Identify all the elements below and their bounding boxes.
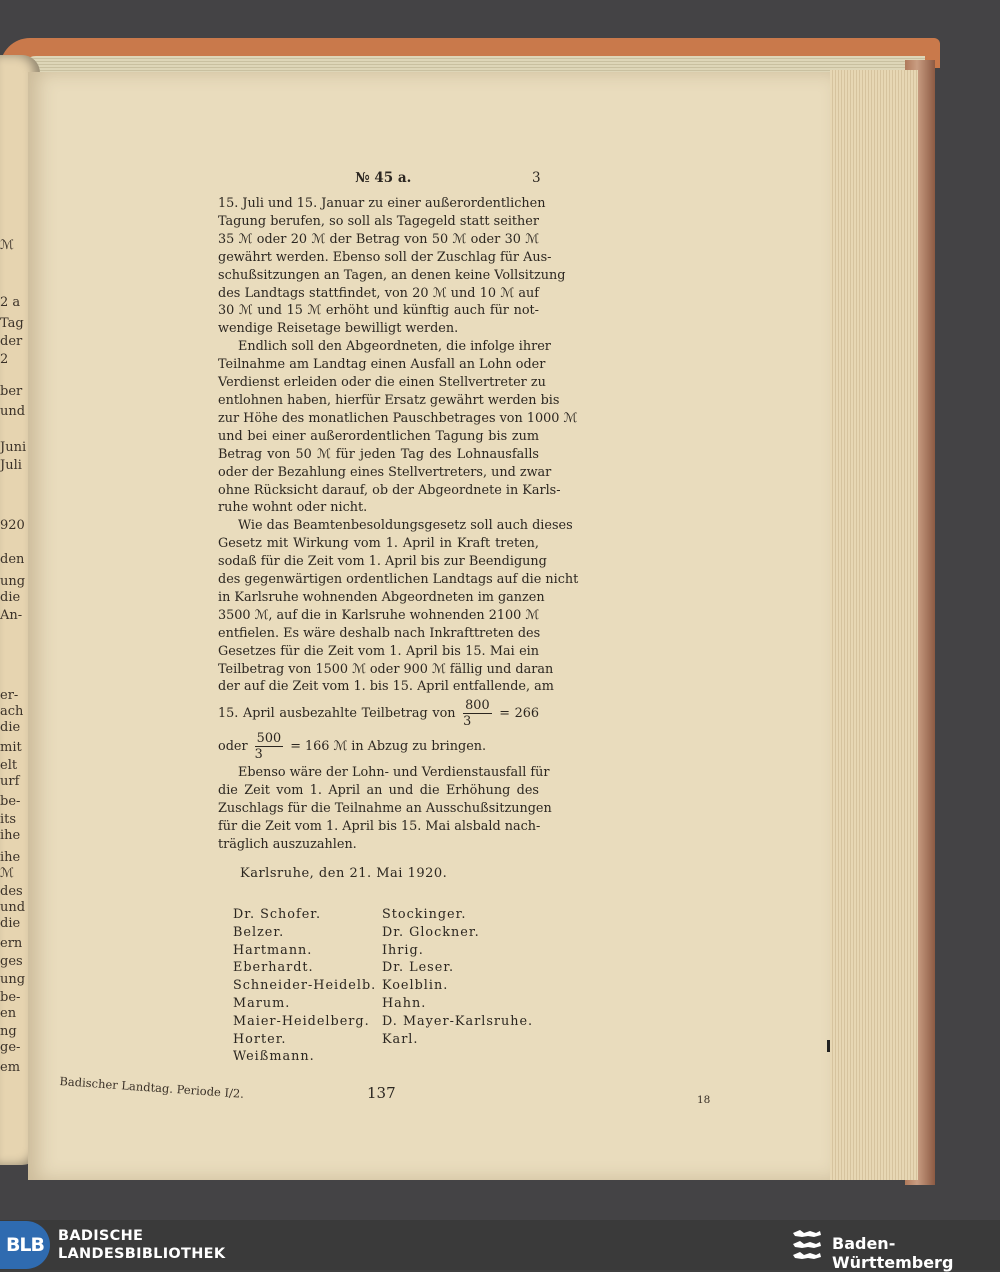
fraction-2-before: oder <box>218 739 248 755</box>
text-line: ruhe wohnt oder nicht. <box>218 500 368 516</box>
text-line: in Karlsruhe wohnenden Abgeordneten im ganzen <box>218 589 545 605</box>
left-page-fragment: ℳ <box>0 238 14 253</box>
signature-name: Ihrig. <box>382 942 424 958</box>
text-line: Ebenso wäre der Lohn- und Verdienstausfall für <box>238 765 550 781</box>
left-page-fragment: 2 <box>0 352 9 367</box>
text-line: 30 ℳ und 15 ℳ erhöht und künftig auch für not- <box>218 303 539 319</box>
left-page-fragment: ge- <box>0 1040 21 1055</box>
paragraph-group <box>218 195 579 696</box>
signatures-left <box>233 906 376 1066</box>
left-page-fragment: ihe <box>0 828 21 843</box>
left-page-fragment: em <box>0 1060 21 1075</box>
text-line: für die Zeit vom 1. April bis 15. Mai alsbald nach- <box>218 819 541 835</box>
fraction-1-denominator: 3 <box>463 714 472 730</box>
bw-lions-icon[interactable] <box>790 1227 824 1263</box>
left-page-fragment: er- <box>0 688 19 703</box>
fraction-2-numerator: 500 <box>256 731 282 747</box>
signature-name: Stockinger. <box>382 907 467 922</box>
left-page-fragment: elt <box>0 758 18 773</box>
signature-name: Eberhardt. <box>233 960 314 976</box>
left-page-fragment: en <box>0 1006 17 1021</box>
blb-line-1: BADISCHE <box>58 1228 144 1244</box>
left-page-fragment: ach <box>0 704 24 719</box>
text-line: ohne Rücksicht darauf, ob der Abgeordnete in Karls- <box>218 482 561 498</box>
signature-name: Hahn. <box>382 995 427 1011</box>
left-page-fragment: 920 <box>0 518 25 533</box>
left-page-fragment: 2 a <box>0 295 21 310</box>
signature-name: D. Mayer-Karlsruhe. <box>382 1013 534 1029</box>
fraction-1-before: 15. April ausbezahlte Teilbetrag von <box>218 706 456 722</box>
text-line: zur Höhe des monatlichen Pauschbetrages von 1000 ℳ <box>218 410 578 426</box>
fraction-line-2 <box>218 731 539 762</box>
left-page-fragment: ihe <box>0 850 21 865</box>
signature-name: Horter. <box>233 1031 287 1047</box>
left-page-fragment: die <box>0 720 21 735</box>
bookmark-mark <box>827 1040 830 1052</box>
left-page-fragment: be- <box>0 990 21 1005</box>
place-date: Karlsruhe, den 21. Mai 1920. <box>240 866 448 881</box>
text-line: Teilbetrag von 1500 ℳ oder 900 ℳ fällig und daran <box>218 661 554 677</box>
left-page-fragment: die <box>0 590 21 605</box>
left-page-fragment: Juni <box>0 440 27 455</box>
text-line: schußsitzungen an Tagen, an denen keine Vollsitzung <box>218 267 566 283</box>
footer-left-text: Badischer Landtag. Periode I/2. <box>59 1074 245 1101</box>
signatures-right <box>382 906 533 1048</box>
signature-name: Dr. Schofer. <box>233 907 322 922</box>
page-fore-edge <box>830 70 918 1180</box>
left-page-fragment: die <box>0 916 21 931</box>
signature-name: Koelblin. <box>382 978 449 994</box>
text-line: Verdienst erleiden oder die einen Stellvertreter zu <box>218 375 546 391</box>
left-page-fragment: be- <box>0 794 21 809</box>
left-page-fragment: des <box>0 884 23 899</box>
final-paragraph <box>218 764 552 854</box>
left-page-fragment: der <box>0 334 23 349</box>
fraction-2 <box>255 731 283 762</box>
text-line: der auf die Zeit vom 1. bis 15. April entfallende, am <box>218 679 554 695</box>
text-line: wendige Reisetage bewilligt werden. <box>218 321 459 337</box>
signature-name: Schneider-Heidelb. <box>233 978 377 994</box>
blb-logo-text[interactable] <box>58 1227 225 1263</box>
text-line: entlohnen haben, hierfür Ersatz gewährt werden bis <box>218 392 560 408</box>
left-page-fragment: und <box>0 900 26 915</box>
text-line: entfielen. Es wäre deshalb nach Inkrafttreten des <box>218 625 541 641</box>
fraction-1-after: = 266 <box>499 706 539 722</box>
document-number: № 45 a. <box>355 170 412 186</box>
text-line: 3500 ℳ, auf die in Karlsruhe wohnenden 2100 ℳ <box>218 607 540 623</box>
left-page-fragment: Juli <box>0 458 22 473</box>
text-line: Wie das Beamtenbesoldungsgesetz soll auch dieses <box>238 518 573 534</box>
left-page-fragment: urf <box>0 774 20 789</box>
blb-logo-icon[interactable]: BLB <box>0 1221 50 1269</box>
text-line: des gegenwärtigen ordentlichen Landtags auf die nicht <box>218 572 579 588</box>
text-line: Gesetzes für die Zeit vom 1. April bis 15. Mai ein <box>218 643 539 659</box>
fraction-1 <box>463 698 491 729</box>
left-page-fragment: ng <box>0 1024 17 1039</box>
text-line: Zuschlags für die Teilnahme an Ausschußsitzungen <box>218 801 552 817</box>
fraction-line-1 <box>218 698 539 729</box>
left-page-fragment: mit <box>0 740 22 755</box>
footer-sheet-number: 18 <box>697 1094 711 1106</box>
left-page-fragment: ern <box>0 936 23 951</box>
signature-name: Marum. <box>233 995 291 1011</box>
left-page-fragment: its <box>0 812 17 827</box>
signature-name: Weißmann. <box>233 1049 315 1065</box>
left-page-fragment: ung <box>0 574 26 589</box>
text-line: träglich auszuzahlen. <box>218 837 357 852</box>
left-page-fragment: An- <box>0 608 23 623</box>
text-line: sodaß für die Zeit vom 1. April bis zur Beendigung <box>218 554 547 570</box>
blb-line-2: LANDESBIBLIOTHEK <box>58 1246 226 1262</box>
left-page-fragment: den <box>0 552 25 567</box>
left-page-fragment: und <box>0 404 26 419</box>
body-text <box>218 195 579 854</box>
signature-name: Dr. Leser. <box>382 960 455 976</box>
fraction-2-after: = 166 ℳ in Abzug zu bringen. <box>290 739 487 755</box>
fraction-1-numerator: 800 <box>465 698 490 714</box>
footer-page-number: 137 <box>367 1084 396 1102</box>
text-line: Tagung berufen, so soll als Tagegeld statt seither <box>218 213 539 229</box>
library-banner <box>0 1220 1000 1270</box>
text-line: 15. Juli und 15. Januar zu einer außerordentlichen <box>218 196 546 211</box>
text-line: 35 ℳ oder 20 ℳ der Betrag von 50 ℳ oder 30 ℳ <box>218 231 539 247</box>
fraction-2-denominator: 3 <box>254 747 263 763</box>
left-page-fragment: ber <box>0 384 23 399</box>
left-page-fragment: ges <box>0 954 23 969</box>
text-line: Teilnahme am Landtag einen Ausfall an Lohn oder <box>218 357 546 373</box>
signature-name: Belzer. <box>233 924 285 940</box>
bw-logo-text[interactable]: Baden-Württemberg <box>832 1234 954 1272</box>
left-page-fragment: ℳ <box>0 866 14 881</box>
signature-name: Hartmann. <box>233 942 313 958</box>
left-page-fragment: Tag <box>0 316 24 331</box>
signature-name: Dr. Glockner. <box>382 924 480 940</box>
text-line: des Landtags stattfindet, von 20 ℳ und 10 ℳ auf <box>218 285 539 301</box>
left-page-fragment: ung <box>0 972 26 987</box>
text-line: Gesetz mit Wirkung vom 1. April in Kraft treten, <box>218 536 539 552</box>
text-line: und bei einer außerordentlichen Tagung bis zum <box>218 428 539 444</box>
signature-name: Karl. <box>382 1031 419 1047</box>
text-line: gewährt werden. Ebenso soll der Zuschlag für Aus- <box>218 249 552 265</box>
page-number: 3 <box>532 170 541 186</box>
text-line: Endlich soll den Abgeordneten, die infolge ihrer <box>238 339 551 355</box>
text-line: oder der Bezahlung eines Stellvertreters, und zwar <box>218 464 552 480</box>
signature-name: Maier-Heidelberg. <box>233 1013 370 1029</box>
text-line: Betrag von 50 ℳ für jeden Tag des Lohnausfalls <box>218 446 539 462</box>
text-line: die Zeit vom 1. April an und die Erhöhung des <box>218 783 539 799</box>
